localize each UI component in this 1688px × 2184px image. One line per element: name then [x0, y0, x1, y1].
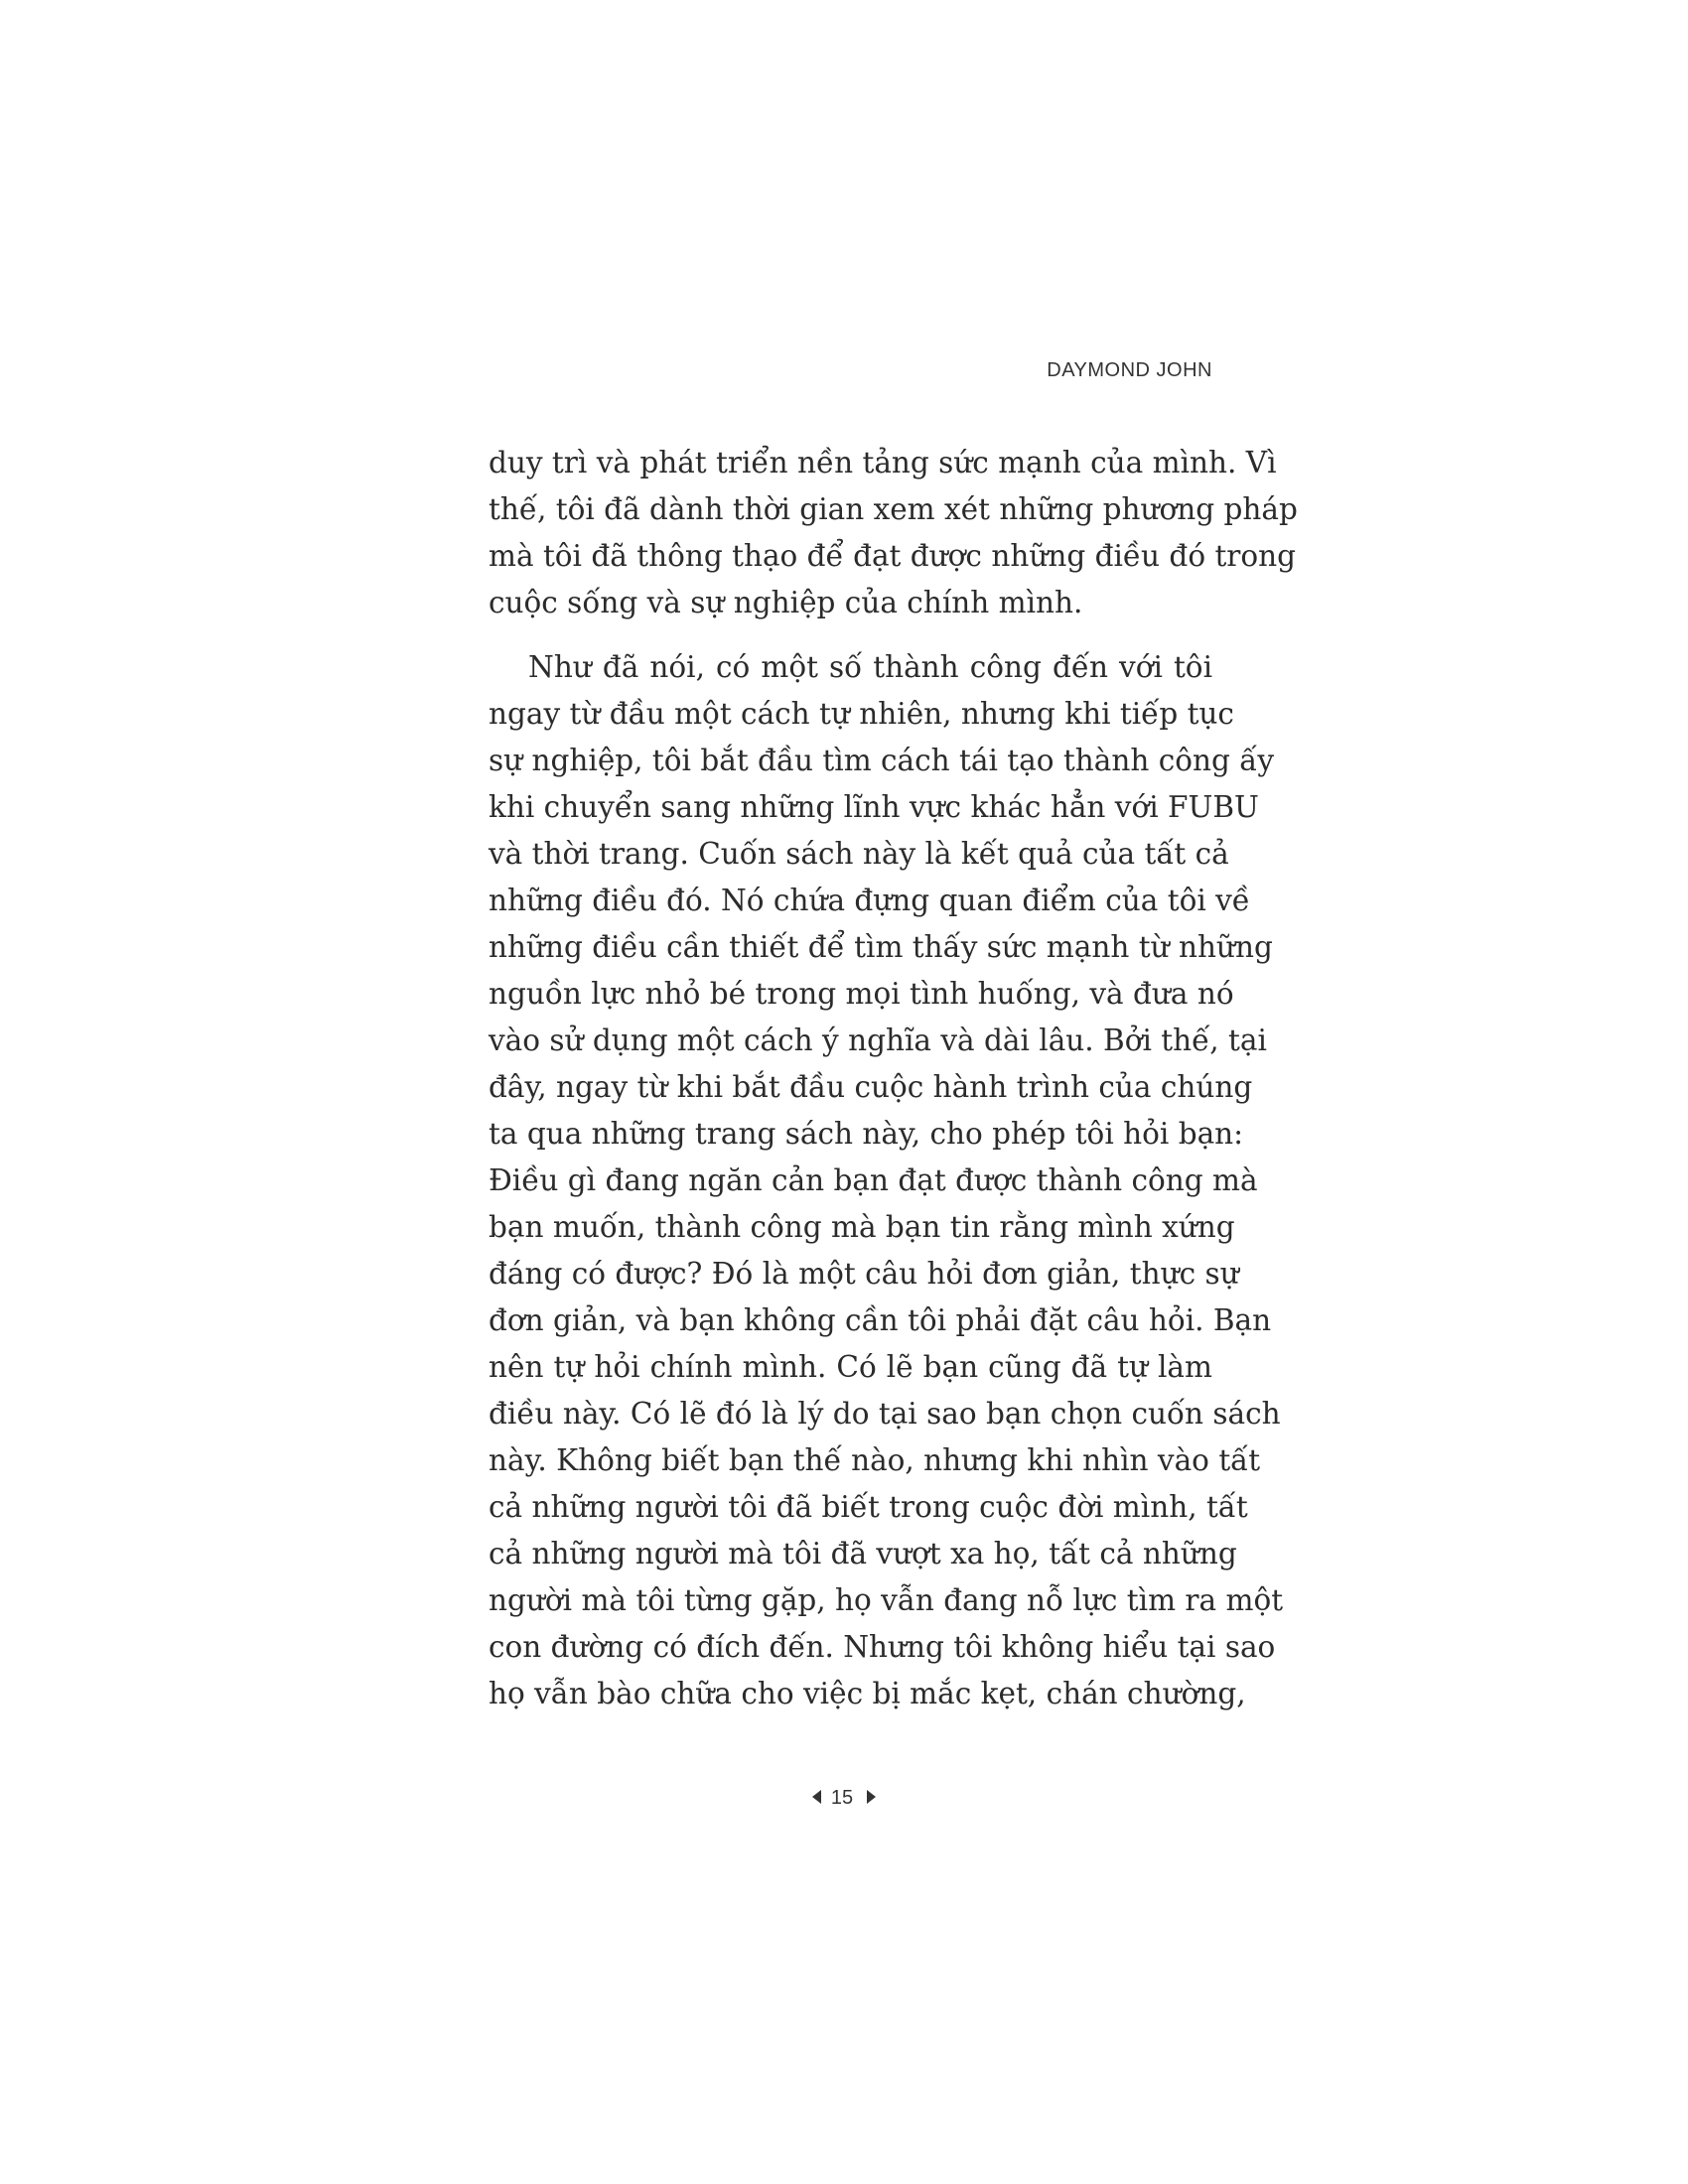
text-line: vào sử dụng một cách ý nghĩa và dài lâu. Bởi thế, tại: [489, 1024, 1267, 1057]
text-line: ngay từ đầu một cách tự nhiên, nhưng khi tiếp tục: [489, 697, 1234, 731]
text-line: những điều cần thiết để tìm thấy sức mạnh từ những: [489, 930, 1273, 964]
text-line: người mà tôi từng gặp, họ vẫn đang nỗ lực tìm ra một: [489, 1583, 1284, 1617]
text-line: ta qua những trang sách này, cho phép tôi hỏi bạn:: [489, 1117, 1244, 1151]
paragraph-1: [489, 440, 1298, 626]
text-line: những điều đó. Nó chứa đựng quan điểm của tôi về: [489, 884, 1250, 917]
paragraph-gap: [489, 626, 1212, 644]
text-line: cuộc sống và sự nghiệp của chính mình.: [489, 586, 1083, 619]
text-line: họ vẫn bào chữa cho việc bị mắc kẹt, chán chường,: [489, 1677, 1246, 1710]
text-line: cả những người tôi đã biết trong cuộc đời mình, tất: [489, 1490, 1248, 1524]
text-line: và thời trang. Cuốn sách này là kết quả của tất cả: [489, 837, 1229, 871]
body-text: [489, 440, 1298, 1717]
text-line: Như đã nói, có một số thành công đến với tôi: [528, 650, 1212, 684]
paragraph-2: [489, 644, 1284, 1717]
text-line: nguồn lực nhỏ bé trong mọi tình huống, và đưa nó: [489, 977, 1234, 1011]
triangle-right-icon: [867, 1790, 876, 1804]
running-header: DAYMOND JOHN: [1047, 359, 1212, 381]
text-line: khi chuyển sang những lĩnh vực khác hẳn với FUBU: [489, 790, 1259, 824]
page-number-footer: [0, 1787, 1688, 1810]
text-line: nên tự hỏi chính mình. Có lẽ bạn cũng đã tự làm: [489, 1350, 1212, 1384]
text-line: này. Không biết bạn thế nào, nhưng khi nhìn vào tất: [489, 1443, 1261, 1477]
triangle-left-icon: [812, 1790, 821, 1804]
text-line: thế, tôi đã dành thời gian xem xét những phương pháp: [489, 492, 1298, 526]
text-line: Điều gì đang ngăn cản bạn đạt được thành công mà: [489, 1163, 1258, 1197]
text-line: điều này. Có lẽ đó là lý do tại sao bạn chọn cuốn sách: [489, 1397, 1281, 1431]
text-line: mà tôi đã thông thạo để đạt được những điều đó trong: [489, 539, 1297, 573]
text-line: bạn muốn, thành công mà bạn tin rằng mình xứng: [489, 1210, 1235, 1244]
page-number: 15: [830, 1787, 854, 1809]
text-line: đơn giản, và bạn không cần tôi phải đặt câu hỏi. Bạn: [489, 1303, 1272, 1337]
text-line: sự nghiệp, tôi bắt đầu tìm cách tái tạo thành công ấy: [489, 744, 1274, 777]
text-line: con đường có đích đến. Nhưng tôi không hiểu tại sao: [489, 1630, 1276, 1664]
text-line: đây, ngay từ khi bắt đầu cuộc hành trình của chúng: [489, 1070, 1253, 1104]
text-line: đáng có được? Đó là một câu hỏi đơn giản, thực sự: [489, 1257, 1239, 1291]
text-line: cả những người mà tôi đã vượt xa họ, tất cả những: [489, 1537, 1237, 1570]
text-line: duy trì và phát triển nền tảng sức mạnh của mình. Vì: [489, 446, 1277, 479]
